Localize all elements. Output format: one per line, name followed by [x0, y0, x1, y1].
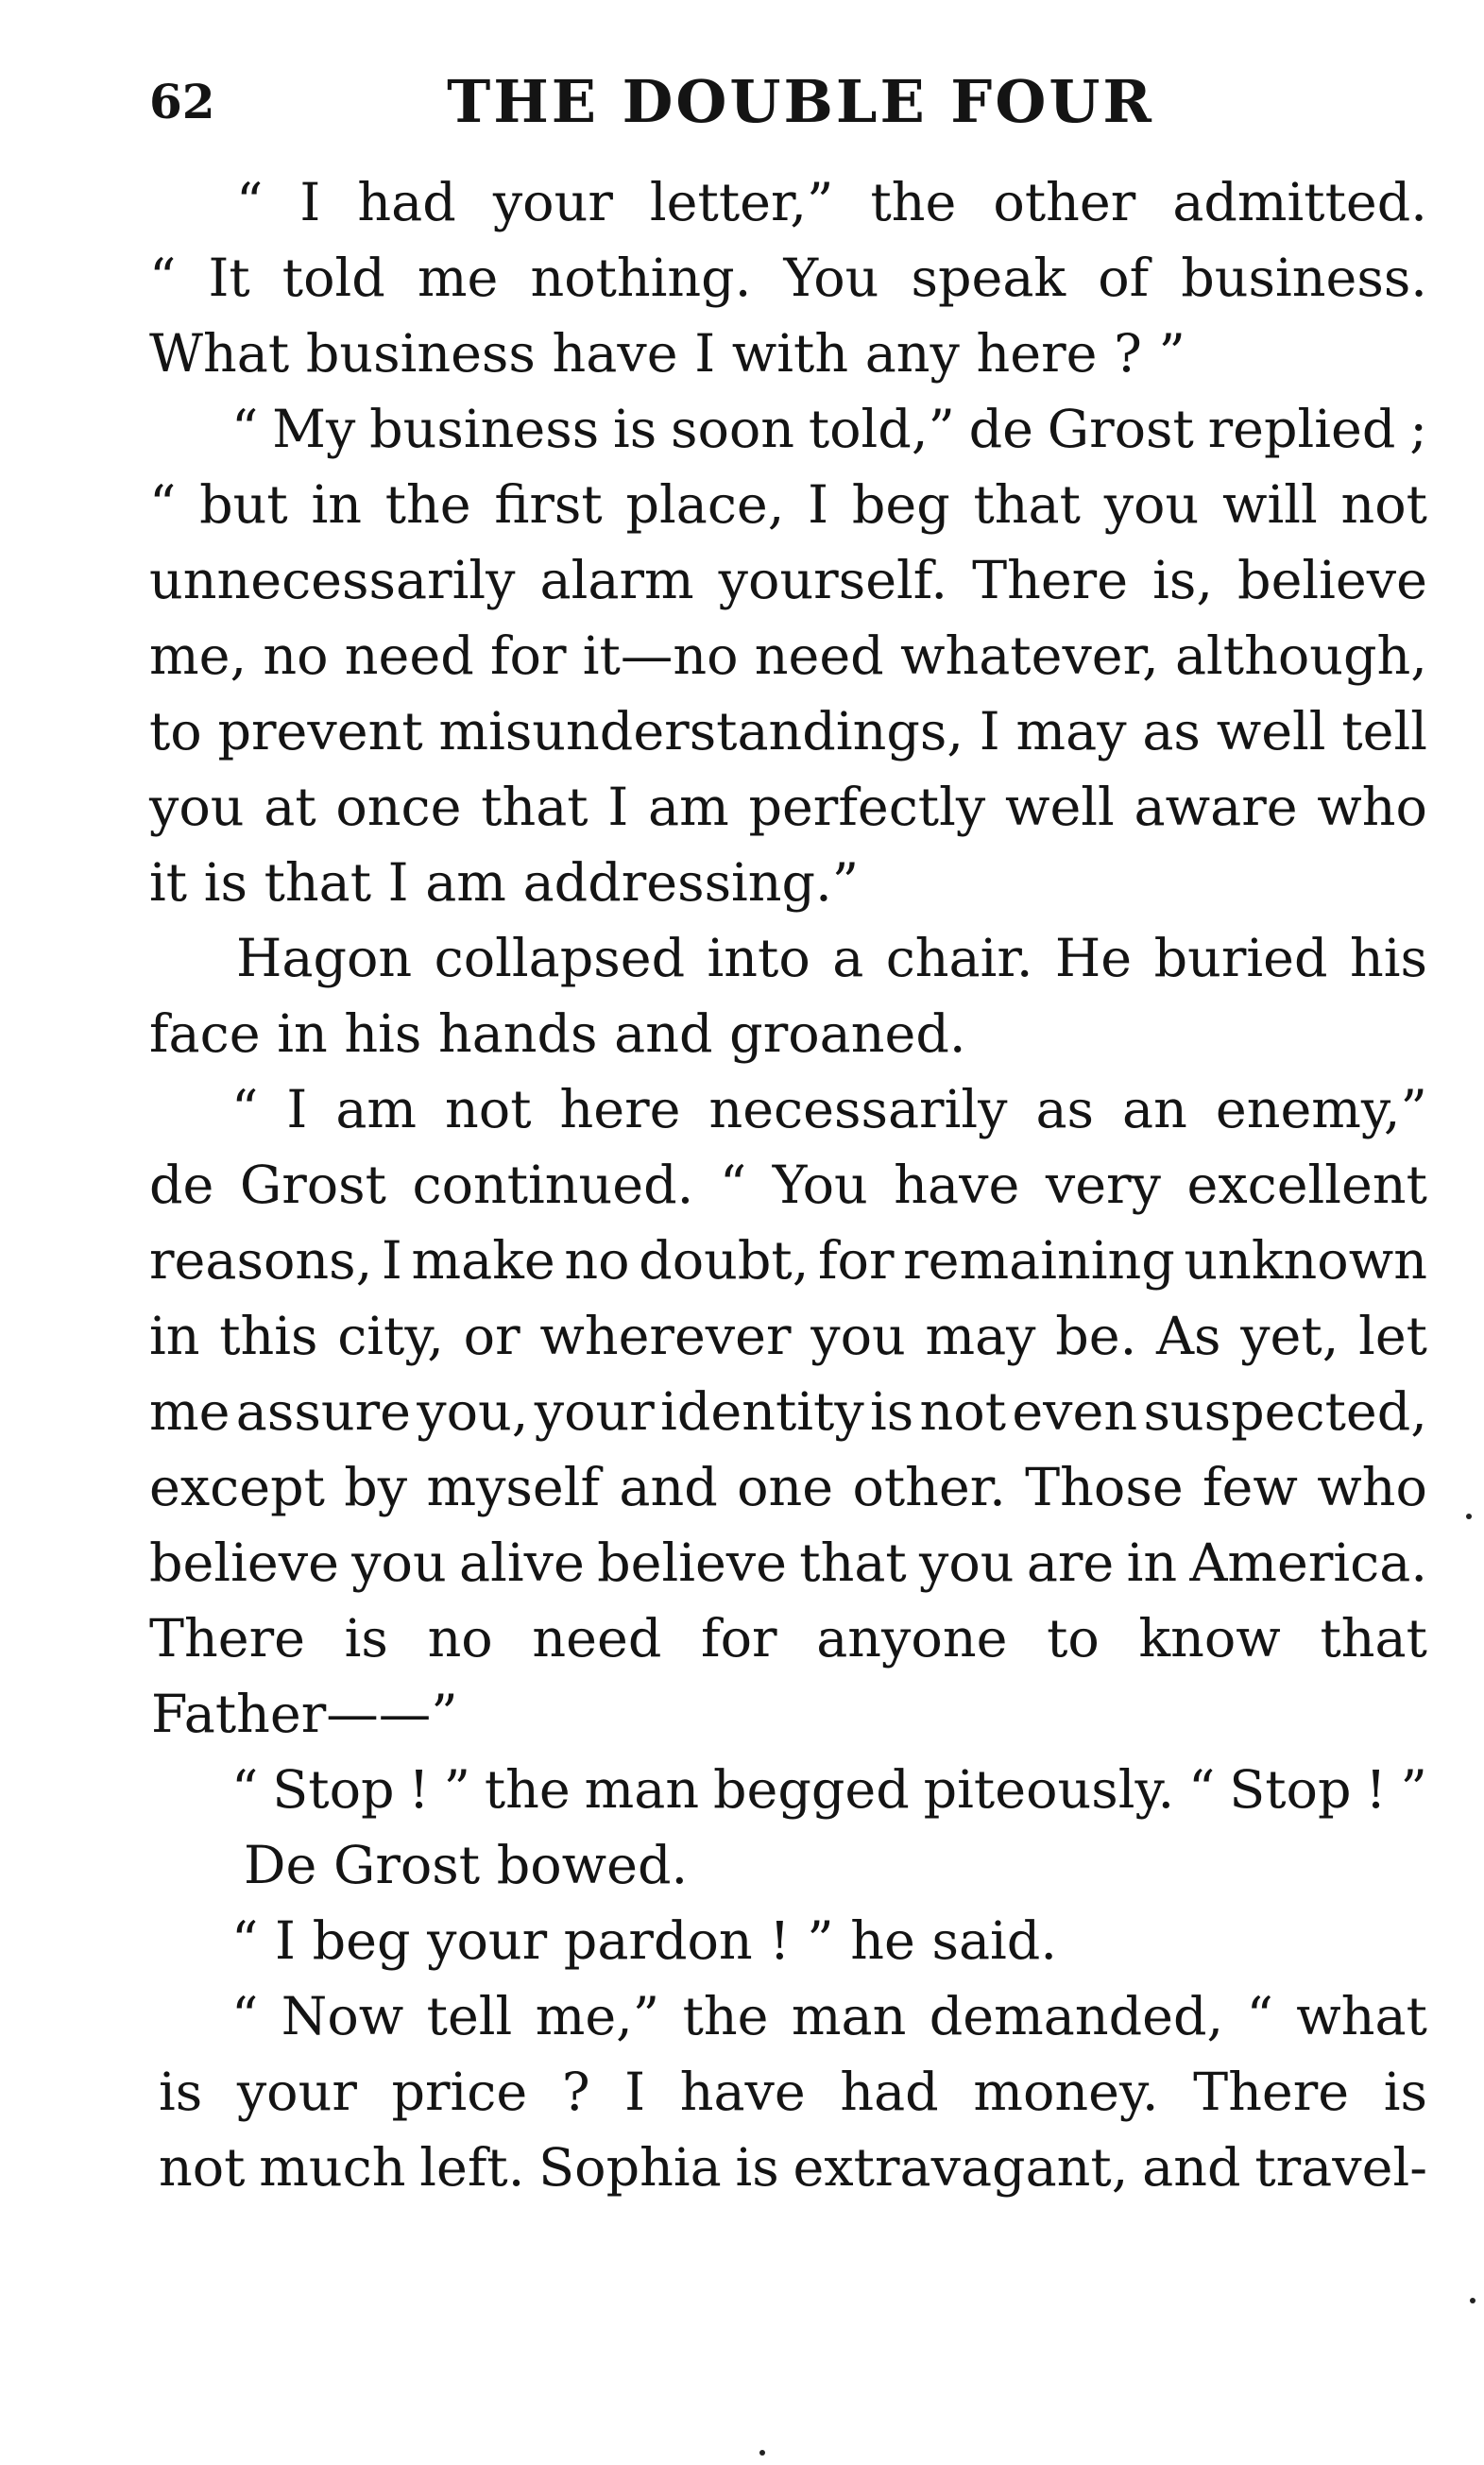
- word: de: [149, 1155, 214, 1216]
- word: business.: [1181, 248, 1427, 309]
- word: who: [1317, 1457, 1427, 1518]
- text-line: [0, 619, 1484, 694]
- word: me,”: [535, 1986, 660, 2047]
- word: I: [381, 1230, 402, 1292]
- text-line: [0, 694, 1484, 770]
- word: have: [679, 2062, 806, 2123]
- word: may: [925, 1306, 1036, 1367]
- word: for: [490, 625, 567, 687]
- word: your: [236, 2062, 357, 2123]
- word: not: [445, 1079, 532, 1140]
- word: believe: [1237, 550, 1427, 611]
- word: assure: [235, 1381, 411, 1443]
- word: no: [427, 1608, 493, 1669]
- word: man: [791, 1986, 907, 2047]
- word: for: [818, 1230, 895, 1292]
- word: is: [612, 399, 657, 460]
- word: for: [701, 1608, 777, 1669]
- word: had: [357, 172, 456, 233]
- word: doubt,: [639, 1230, 810, 1292]
- text-line: face in his hands and groaned.: [149, 1003, 966, 1065]
- word: is: [870, 1381, 914, 1443]
- text-line: [0, 921, 1484, 997]
- text-line: [0, 1601, 1484, 1677]
- word: by: [344, 1457, 408, 1518]
- word: suspected,: [1143, 1381, 1427, 1443]
- word: need: [344, 625, 474, 687]
- word: except: [149, 1457, 325, 1518]
- text-line: [0, 165, 1484, 241]
- word: at: [264, 777, 316, 838]
- word: be.: [1055, 1306, 1137, 1367]
- word: although,: [1174, 625, 1427, 687]
- word: ?: [561, 2062, 590, 2123]
- text-line: [0, 1299, 1484, 1375]
- text-line: [0, 468, 1484, 543]
- word: perfectly: [748, 777, 986, 838]
- word: other.: [852, 1457, 1006, 1518]
- word: misunderstandings,: [438, 701, 964, 762]
- text-line: [0, 1072, 1484, 1148]
- word: You: [783, 248, 879, 309]
- word: beg: [851, 474, 950, 536]
- word: as: [1035, 1079, 1095, 1140]
- text-line: [0, 543, 1484, 619]
- word: Stop: [272, 1759, 395, 1821]
- page-number: 62: [149, 74, 215, 129]
- word: replied: [1207, 399, 1396, 460]
- word: admitted.: [1172, 172, 1427, 233]
- word: It: [208, 248, 250, 309]
- text-line: [0, 1224, 1484, 1299]
- word: no: [564, 1230, 630, 1292]
- word: begged: [712, 1759, 910, 1821]
- word: Those: [1025, 1457, 1184, 1518]
- word: is: [159, 2062, 203, 2123]
- word: Grost: [1047, 399, 1194, 460]
- word: and: [619, 1457, 718, 1518]
- word: is: [1383, 2062, 1427, 2123]
- word: Now: [281, 1986, 404, 2047]
- word: I: [299, 172, 321, 233]
- text-line: [0, 1450, 1484, 1526]
- word: into: [707, 928, 810, 989]
- word: de: [968, 399, 1033, 460]
- word: other: [993, 172, 1136, 233]
- word: no: [263, 625, 329, 687]
- word: wherever: [539, 1306, 792, 1367]
- word: know: [1138, 1608, 1281, 1669]
- word: as: [1142, 701, 1201, 762]
- text-line: [0, 2131, 1484, 2206]
- word: you: [351, 1532, 447, 1594]
- word: and: [1142, 2137, 1241, 2199]
- word: city,: [337, 1306, 444, 1367]
- word: believe: [597, 1532, 787, 1594]
- word: me: [417, 248, 499, 309]
- word: much: [259, 2137, 406, 2199]
- word: few: [1203, 1457, 1298, 1518]
- word: remaining: [903, 1230, 1175, 1292]
- word: continued.: [412, 1155, 694, 1216]
- word: chair.: [885, 928, 1033, 989]
- word: necessarily: [708, 1079, 1008, 1140]
- word: one: [737, 1457, 834, 1518]
- word: yourself.: [718, 550, 947, 611]
- text-line: “ I beg your pardon ! ” he said.: [231, 1910, 1057, 1972]
- word: collapsed: [434, 928, 686, 989]
- text-line: [0, 241, 1484, 317]
- word: the: [384, 474, 471, 536]
- word: “: [231, 399, 259, 460]
- word: me,: [149, 625, 247, 687]
- word: you: [919, 1532, 1015, 1594]
- word: You: [772, 1155, 868, 1216]
- word: here: [559, 1079, 681, 1140]
- word: am: [335, 1079, 418, 1140]
- word: in: [311, 474, 362, 536]
- word: need: [754, 625, 884, 687]
- word: what: [1296, 1986, 1427, 2047]
- word: or: [463, 1306, 520, 1367]
- word: you,: [417, 1381, 529, 1443]
- word: believe: [149, 1532, 339, 1594]
- word: unnecessarily: [149, 550, 516, 611]
- word: Grost: [239, 1155, 386, 1216]
- word: alarm: [539, 550, 694, 611]
- word: soon: [670, 399, 795, 460]
- word: reasons,: [149, 1230, 373, 1292]
- word: I: [607, 777, 629, 838]
- word: anyone: [816, 1608, 1008, 1669]
- word: America.: [1189, 1532, 1427, 1594]
- word: it—no: [582, 625, 739, 687]
- word: very: [1045, 1155, 1161, 1216]
- word: money.: [973, 2062, 1159, 2123]
- word: your: [534, 1381, 655, 1443]
- text-line: De Grost bowed.: [244, 1835, 689, 1896]
- word: make: [411, 1230, 555, 1292]
- word: you: [1103, 474, 1200, 536]
- word: this: [219, 1306, 318, 1367]
- word: aware: [1134, 777, 1298, 838]
- word: am: [648, 777, 729, 838]
- word: “: [236, 172, 264, 233]
- word: tell: [1341, 701, 1427, 762]
- text-line: What business have I with any here ? ”: [149, 323, 1185, 385]
- word: may: [1015, 701, 1127, 762]
- word: that: [1320, 1608, 1427, 1669]
- text-line: [0, 392, 1484, 468]
- word: I: [979, 701, 1000, 762]
- word: that: [973, 474, 1081, 536]
- word: yet,: [1240, 1306, 1339, 1367]
- word: “: [1187, 1759, 1216, 1821]
- word: buried: [1153, 928, 1328, 989]
- word: not: [1340, 474, 1427, 536]
- word: “: [719, 1155, 747, 1216]
- text-line: Father——”: [151, 1684, 458, 1745]
- word: man: [584, 1759, 700, 1821]
- scan-speck: [1470, 2298, 1475, 2303]
- word: his: [1349, 928, 1427, 989]
- word: nothing.: [530, 248, 752, 309]
- word: is: [735, 2137, 779, 2199]
- word: I: [286, 1079, 308, 1140]
- word: are: [1026, 1532, 1115, 1594]
- word: your: [492, 172, 613, 233]
- word: As: [1155, 1306, 1221, 1367]
- text-line: it is that I am addressing.”: [149, 852, 860, 914]
- word: an: [1122, 1079, 1187, 1140]
- word: letter,”: [649, 172, 834, 233]
- word: well: [1004, 777, 1115, 838]
- word: ;: [1409, 399, 1427, 460]
- word: Sophia: [538, 2137, 722, 2199]
- word: not: [919, 1381, 1007, 1443]
- word: My: [272, 399, 356, 460]
- word: price: [391, 2062, 528, 2123]
- word: told,”: [808, 399, 955, 460]
- word: excellent: [1186, 1155, 1427, 1216]
- word: “: [149, 474, 177, 536]
- word: in: [149, 1306, 200, 1367]
- word: place,: [625, 474, 785, 536]
- word: “: [231, 1079, 259, 1140]
- word: Hagon: [236, 928, 413, 989]
- word: business: [369, 399, 600, 460]
- word: you: [149, 777, 245, 838]
- word: “: [231, 1986, 259, 2047]
- word: not: [159, 2137, 246, 2199]
- word: I: [808, 474, 829, 536]
- word: who: [1317, 777, 1427, 838]
- word: need: [532, 1608, 662, 1669]
- running-head: THE DOUBLE FOUR: [447, 67, 1154, 136]
- word: !: [408, 1759, 430, 1821]
- page-header: [149, 64, 1429, 140]
- word: left.: [419, 2137, 525, 2199]
- word: a: [832, 928, 864, 989]
- word: tell: [426, 1986, 513, 2047]
- word: identity: [660, 1381, 864, 1443]
- word: of: [1098, 248, 1150, 309]
- word: that: [481, 777, 588, 838]
- word: is,: [1152, 550, 1213, 611]
- word: that: [799, 1532, 907, 1594]
- word: prevent: [217, 701, 423, 762]
- word: me: [149, 1381, 230, 1443]
- word: you: [810, 1306, 906, 1367]
- word: demanded,: [929, 1986, 1224, 2047]
- scan-speck: [1466, 1514, 1472, 1519]
- word: let: [1358, 1306, 1427, 1367]
- word: piteously.: [923, 1759, 1175, 1821]
- word: I: [624, 2062, 646, 2123]
- word: whatever,: [899, 625, 1159, 687]
- word: in: [1126, 1532, 1178, 1594]
- word: even: [1012, 1381, 1138, 1443]
- word: the: [870, 172, 957, 233]
- word: There: [1193, 2062, 1350, 2123]
- word: He: [1054, 928, 1133, 989]
- word: had: [840, 2062, 939, 2123]
- word: “: [1246, 1986, 1273, 2047]
- word: extravagant,: [793, 2137, 1129, 2199]
- word: !: [1365, 1759, 1387, 1821]
- word: but: [199, 474, 288, 536]
- text-line: [0, 1753, 1484, 1828]
- word: “: [149, 248, 177, 309]
- word: enemy,”: [1215, 1079, 1427, 1140]
- text-line: [0, 1979, 1484, 2055]
- word: have: [894, 1155, 1020, 1216]
- word: told: [281, 248, 385, 309]
- word: speak: [911, 248, 1066, 309]
- text-line: [0, 1526, 1484, 1601]
- word: the: [682, 1986, 769, 2047]
- word: is: [344, 1608, 388, 1669]
- word: well: [1216, 701, 1326, 762]
- word: once: [335, 777, 462, 838]
- word: ”: [1400, 1759, 1427, 1821]
- text-line: [0, 2055, 1484, 2131]
- word: myself: [426, 1457, 601, 1518]
- word: unknown: [1184, 1230, 1427, 1292]
- text-line: [0, 770, 1484, 846]
- word: the: [484, 1759, 571, 1821]
- word: will: [1221, 474, 1318, 536]
- text-line: [0, 1375, 1484, 1450]
- word: to: [149, 701, 202, 762]
- word: There: [149, 1608, 305, 1669]
- word: first: [494, 474, 603, 536]
- word: travel-: [1254, 2137, 1427, 2199]
- word: ”: [443, 1759, 470, 1821]
- word: alive: [459, 1532, 585, 1594]
- text-line: [0, 1148, 1484, 1224]
- word: Stop: [1229, 1759, 1352, 1821]
- word: “: [231, 1759, 259, 1821]
- word: to: [1047, 1608, 1100, 1669]
- scan-speck: [759, 2450, 765, 2456]
- word: There: [972, 550, 1129, 611]
